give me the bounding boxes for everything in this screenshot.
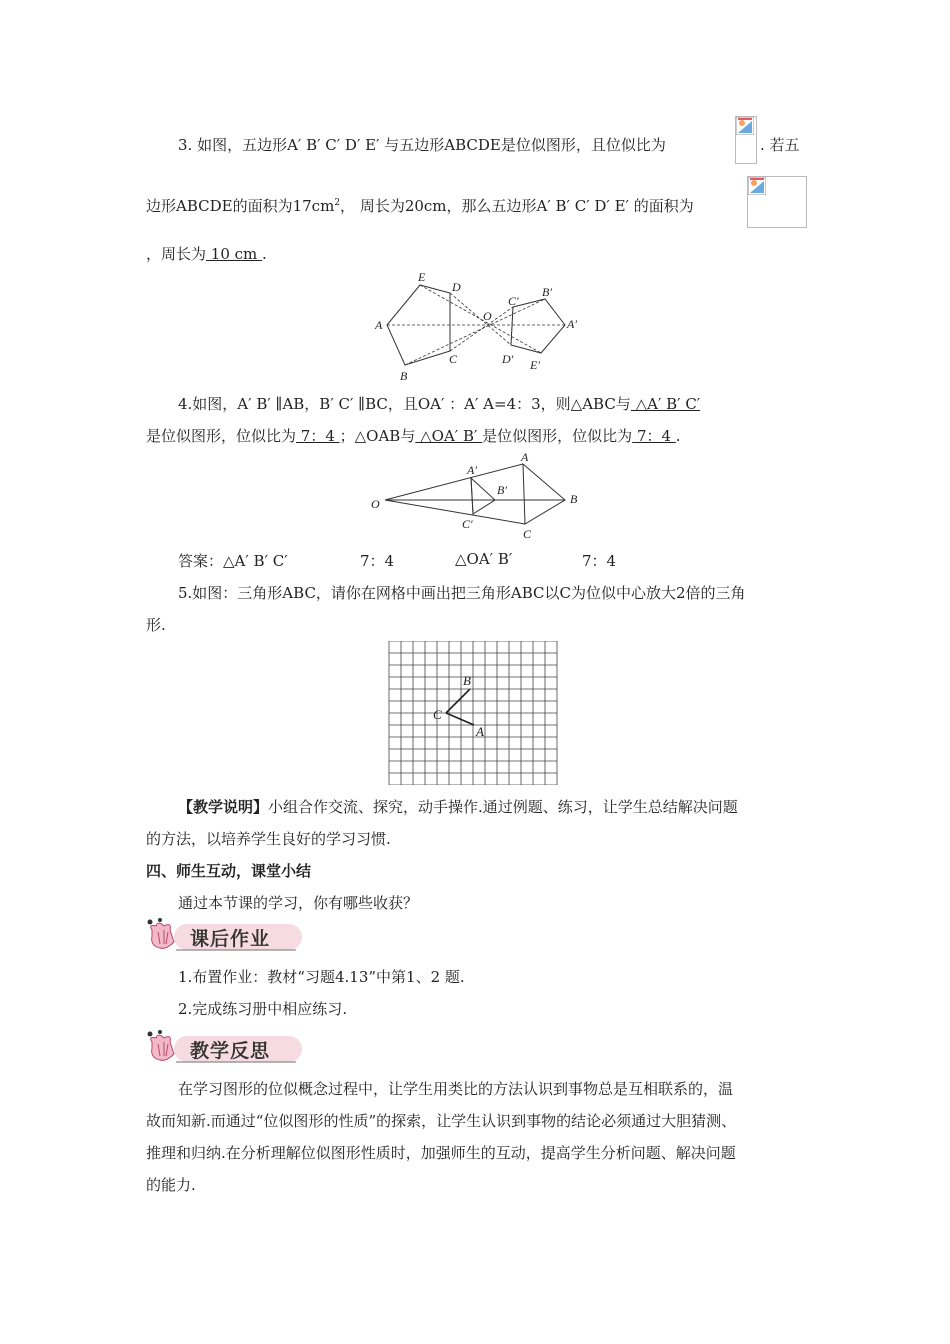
homework-banner [146, 918, 306, 954]
q4-line1: 4.如图，A′ B′ ∥AB，B′ C′ ∥BC，且OA′ ：A′ A=4：3，则△ABC与 △A′ B′ C′ [178, 395, 701, 413]
ratio-image-placeholder [735, 116, 757, 164]
fig1-label: D′ [502, 352, 514, 366]
fig1-label: B [400, 369, 408, 383]
q3-line2: 边形ABCDE的面积为$17cm^2$， 周长为20cm，那么五边形A′ B′ C′ D′ E′ 的面积为 [146, 197, 694, 215]
reflection-line-4: 的能力. [146, 1176, 196, 1194]
reflection-line-2: 故而知新.而通过“位似图形的性质”的探索，让学生认识到事物的结论必须通过大胆猜测、 [146, 1112, 737, 1130]
fig1-label: E′ [530, 358, 540, 372]
area-image-placeholder [747, 176, 807, 228]
pentagon-figure [365, 265, 585, 385]
fig2-label: A [521, 450, 529, 464]
fig2-label: B′ [497, 483, 507, 497]
fig1-label: E [418, 270, 426, 284]
q3-answer-perimeter: 10 cm [206, 245, 263, 263]
section-text: 通过本节课的学习，你有哪些收获？ [178, 894, 419, 912]
answer-line-1: 答案：△A′ B′ C′ [178, 552, 288, 570]
teaching-note-line1: 【教学说明】小组合作交流、探究，动手操作.通过例题、练习，让学生总结解决问题 [178, 798, 738, 816]
triangle-prime [471, 478, 495, 514]
reflection-line-1: 在学习图形的位似概念过程中，让学生用类比的方法认识到事物总是互相联系的，温 [178, 1080, 734, 1098]
fig2-label: O [371, 497, 380, 511]
reflection-title: 教学反思 [190, 1040, 271, 1062]
fig2-label: A′ [467, 463, 477, 477]
q4-answer-4: 7：4 [632, 427, 676, 445]
homework-title: 课后作业 [190, 928, 271, 950]
fig1-label: A′ [567, 317, 577, 331]
fig1-label: C [449, 352, 458, 366]
triangle-abc [523, 464, 565, 524]
q5-line1: 5.如图：三角形ABC，请你在网格中画出把三角形ABC以C为位似中心放大2倍的三角 [178, 584, 746, 602]
broken-image-icon [736, 117, 754, 135]
reflection-banner [146, 1030, 306, 1066]
pentagon-prime [511, 299, 565, 353]
q3-line1: 3. 如图，五边形A′ B′ C′ D′ E′ 与五边形ABCDE是位似图形，且位似比为 [178, 136, 666, 154]
homework-item-2: 2.完成练习册中相应练习. [178, 1000, 348, 1018]
q4-answer-2: 7：4 [296, 427, 340, 445]
fig1-label: D [452, 280, 461, 294]
answer-line-4: 7：4 [582, 552, 617, 570]
q5-line2: 形. [146, 616, 166, 634]
grid-figure [388, 641, 562, 785]
grid-label-b: B [463, 673, 471, 688]
homework-item-1: 1.布置作业：教材“习题4.13”中第1、2 题. [178, 968, 465, 986]
fig2-label: C [523, 527, 532, 541]
reflection-line-3: 推理和归纳.在分析理解位似图形性质时，加强师生的互动，提高学生分析问题、解决问题 [146, 1144, 736, 1162]
fig2-label: B [570, 492, 578, 506]
grid-label-c: C [433, 707, 442, 722]
fig2-label: C′ [462, 517, 473, 531]
q3-line3: ，周长为 10 cm . [146, 245, 267, 263]
q3-line1-end: . 若五 [760, 136, 800, 154]
broken-image-icon [748, 177, 766, 195]
fig1-label: O [483, 309, 492, 323]
section-heading: 四、师生互动，课堂小结 [146, 862, 312, 880]
fig1-label: C′ [508, 294, 519, 308]
fig1-label: B′ [542, 285, 552, 299]
answer-line-2: 7：4 [360, 552, 395, 570]
q4-answer-3: △OA′ B′ [415, 427, 483, 445]
grid-label-a: A [476, 724, 484, 739]
q4-answer-1: △A′ B′ C′ [630, 395, 701, 413]
answer-line-3: △OA′ B′ [455, 550, 513, 568]
teaching-note-line2: 的方法，以培养学生良好的学习习惯. [146, 830, 391, 848]
triangle-figure [365, 450, 590, 545]
fig1-label: A [375, 318, 383, 332]
q4-line2: 是位似图形，位似比为 7：4 ；△OAB与 △OA′ B′ 是位似图形，位似比为 7：4 . [146, 427, 681, 445]
